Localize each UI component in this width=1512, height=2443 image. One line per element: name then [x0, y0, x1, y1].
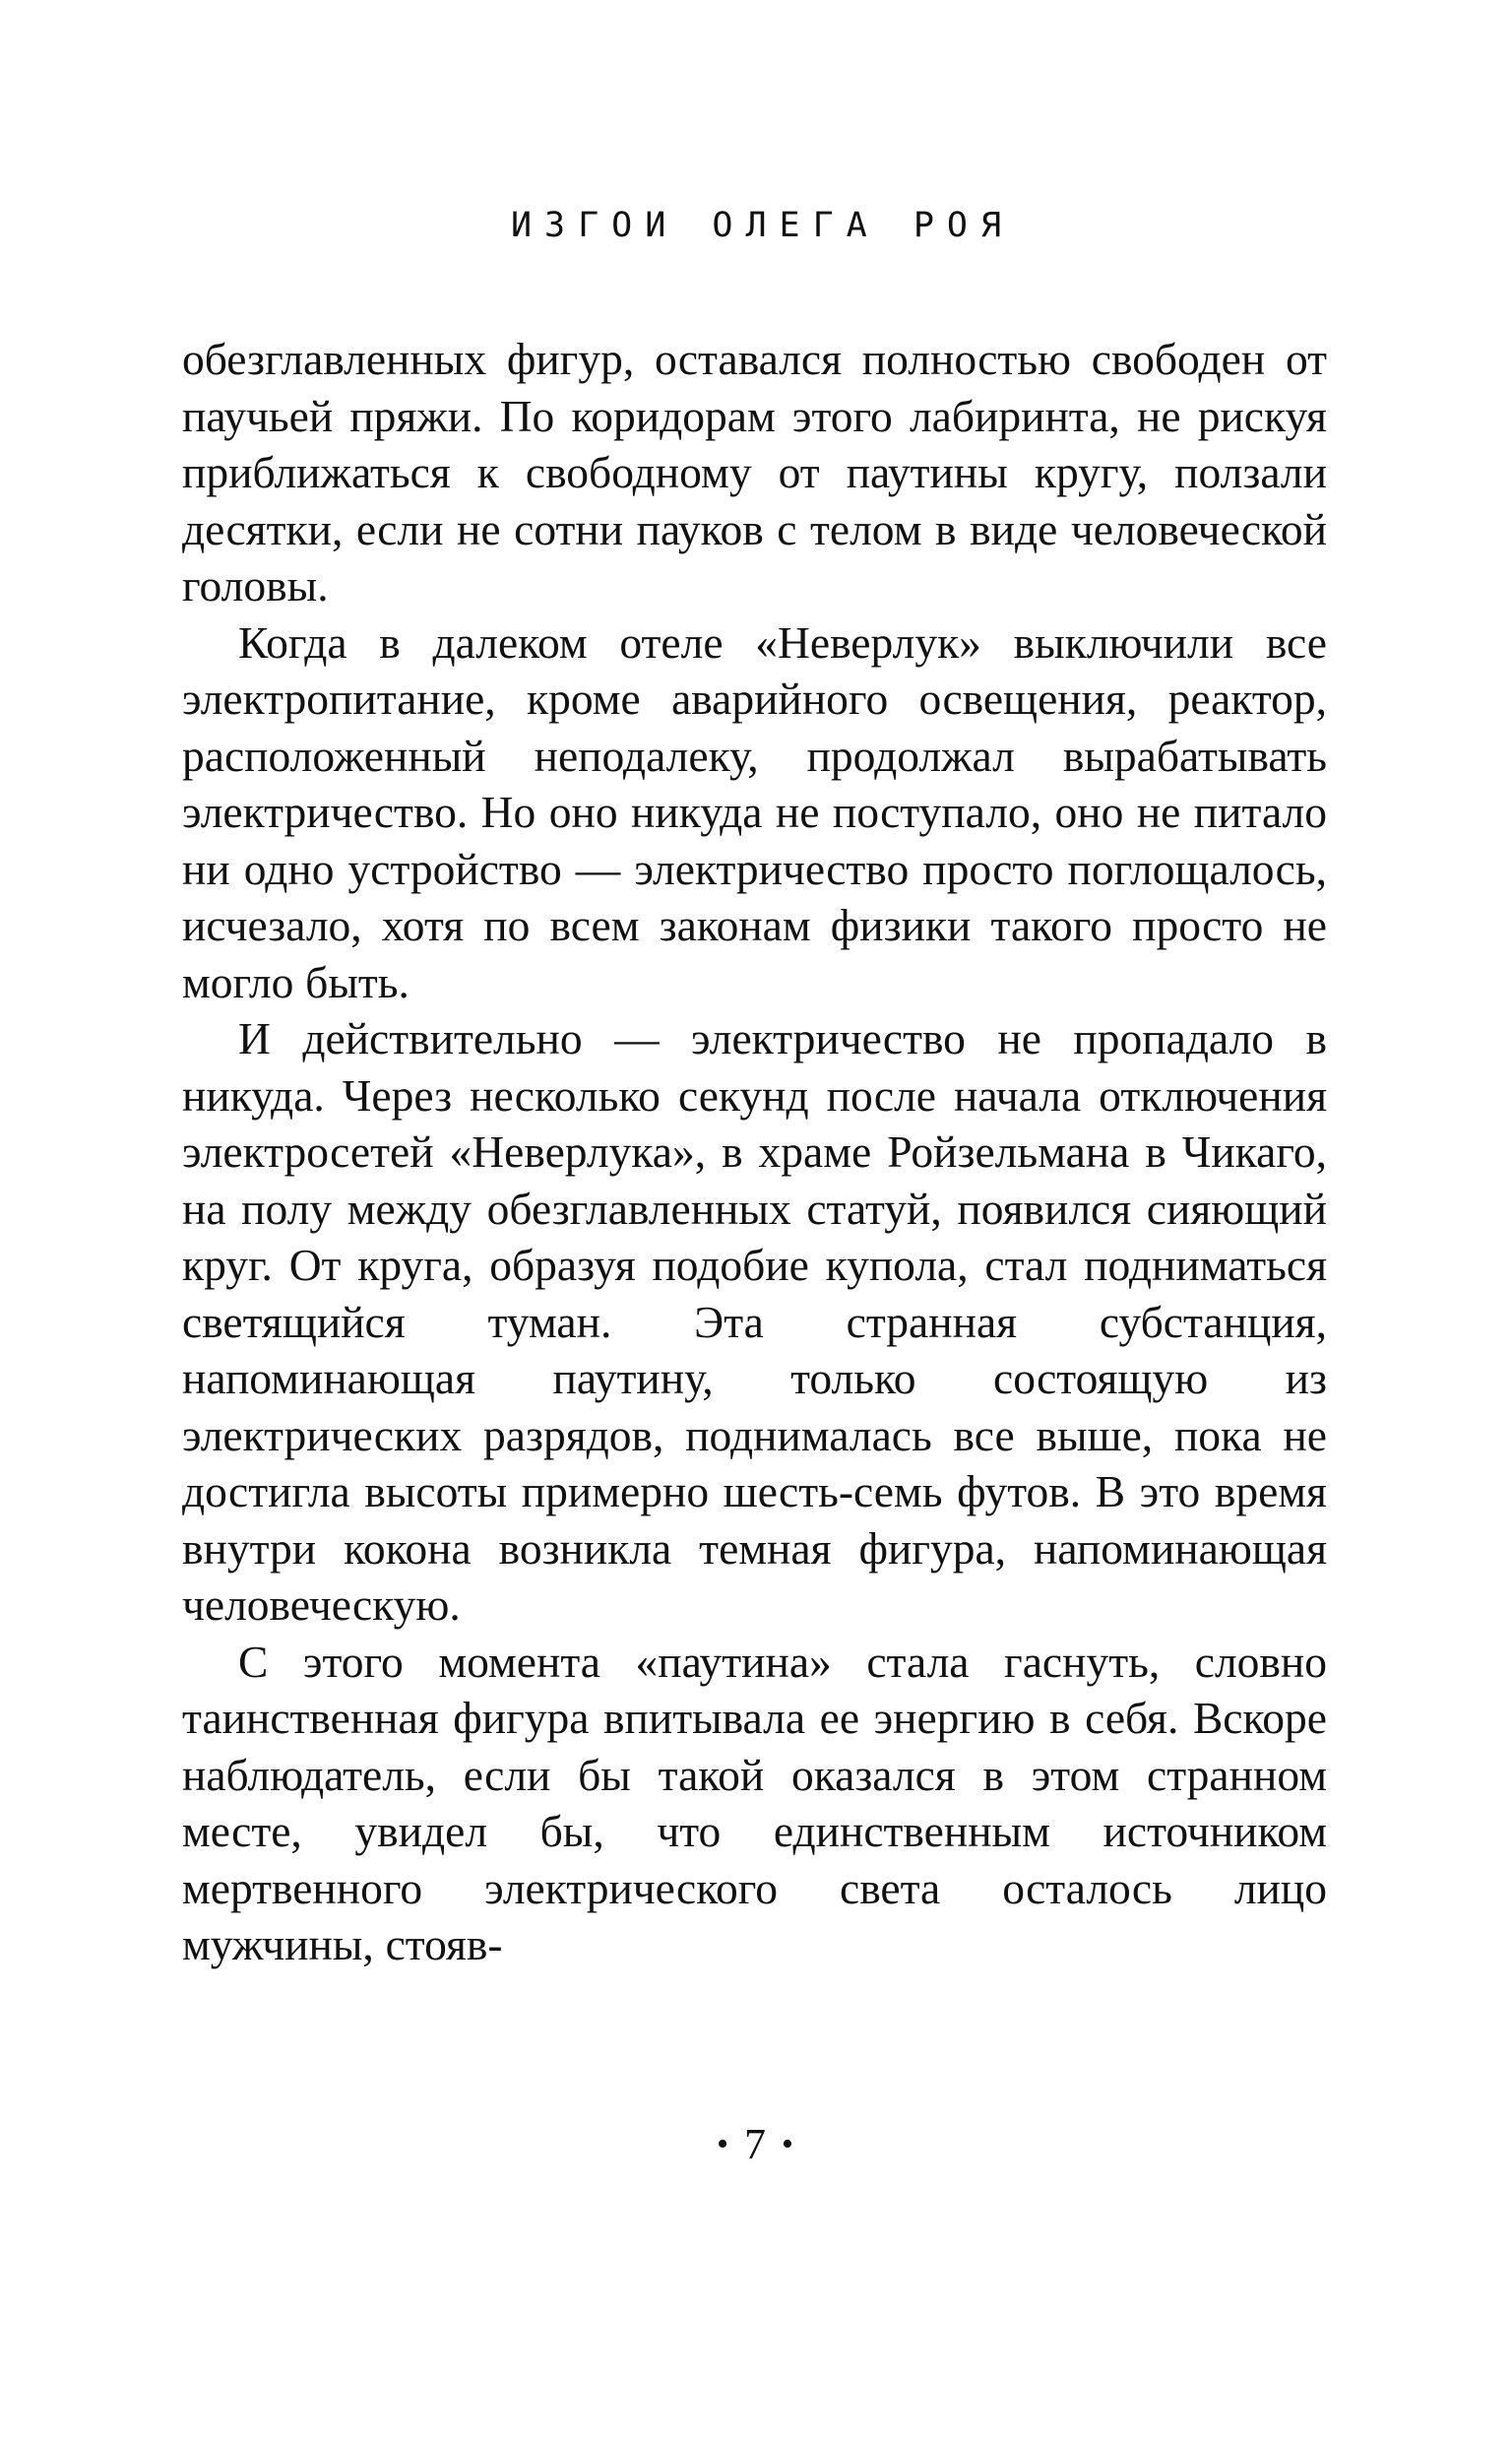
paragraph: И действительно — электричество не пропадало в никуда. Через несколько секунд после начала отключения электросетей «Неверлука», в храме Ройзельмана в Чикаго, на полу между обезглавленных статуй, появился сияющий круг. От круга, образуя подобие купола, стал подниматься светящийся туман. Эта странная субстанция, напоминающая паутину, только состоящую из электрических разрядов, поднималась все выше, пока не достигла высоты примерно шесть-семь футов. В это время внутри кокона возникла темная фигура, напоминающая человеческую.: [182, 1013, 1327, 1630]
page-footer: [0, 2119, 1512, 2166]
body-text-block: [182, 331, 1327, 1973]
folio-dot-left: •: [717, 2125, 730, 2162]
running-head: ИЗГОИ ОЛЕГА РОЯ: [510, 206, 1015, 245]
folio-dot-right: •: [782, 2125, 795, 2162]
paragraph: обезглавленных фигур, оставался полностью свободен от паучьей пряжи. По коридорам этого лабиринта, не рискуя приближаться к свободному от паутины кругу, ползали десятки, если не сотни пауков с телом в виде человеческой головы.: [182, 334, 1327, 611]
paragraph: С этого момента «паутина» стала гаснуть, словно таинственная фигура впитывала ее энергию в себя. Вскоре наблюдатель, если бы такой оказался в этом странном месте, увидел бы, что единственным источником мертвенного электрического света осталось лицо мужчины, стояв-: [182, 1636, 1327, 1969]
page-number: 7: [744, 2119, 768, 2168]
paragraph: Когда в далеком отеле «Неверлук» выключили все электропитание, кроме аварийного освещения, реактор, расположенный неподалеку, продолжал вырабатывать электричество. Но оно никуда не поступало, оно не питало ни одно устройство — электричество просто поглощалось, исчезало, хотя по всем законам физики такого просто не могло быть.: [182, 616, 1327, 1007]
